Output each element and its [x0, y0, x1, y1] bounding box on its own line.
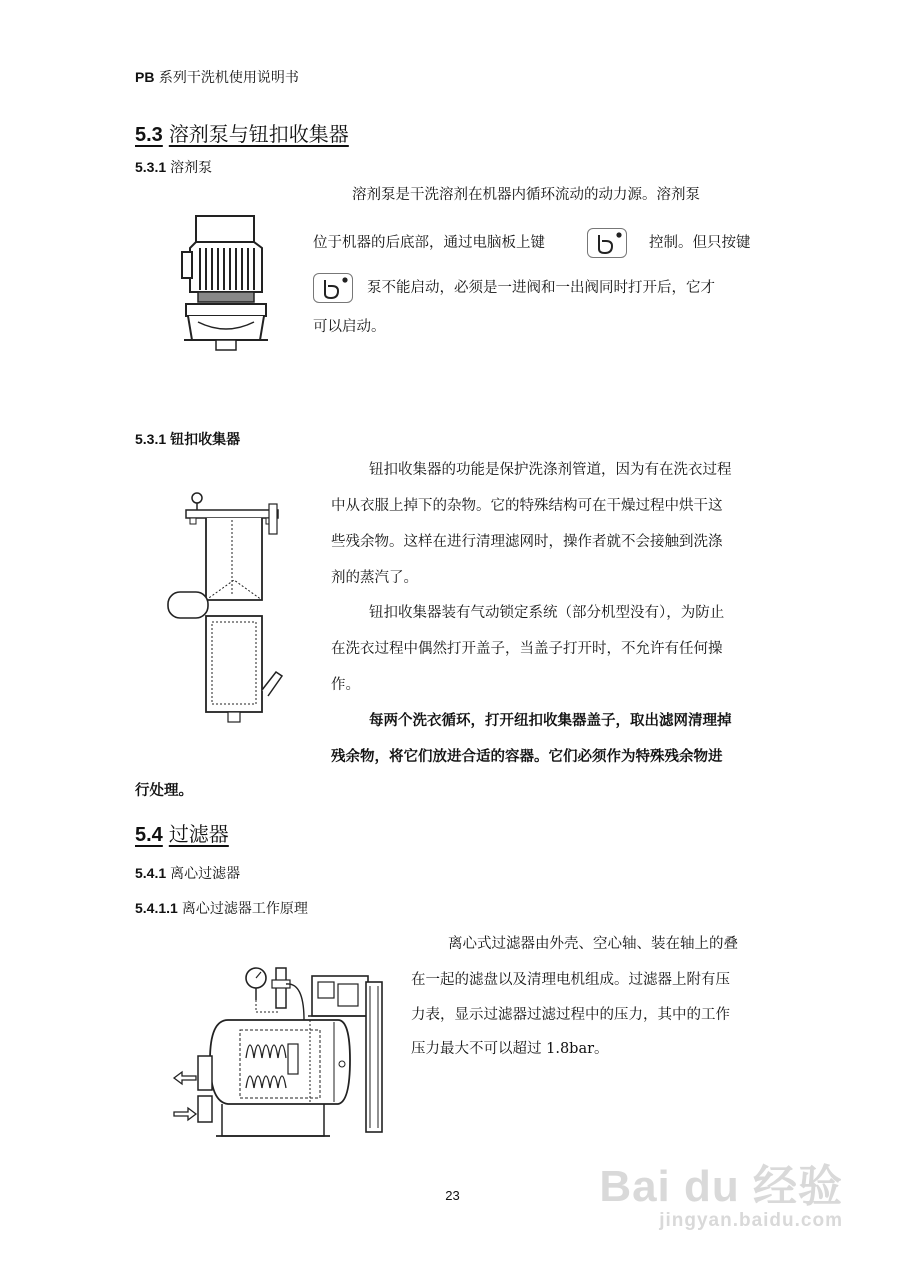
- section-number: 5.3: [135, 124, 163, 146]
- subsection-title: 离心过滤器: [170, 866, 241, 882]
- pump-key-icon: [587, 228, 627, 258]
- collector-text-p1-line-1: 钮扣收集器的功能是保护洗涤剂管道，因为有在洗衣过程: [369, 462, 732, 478]
- collector-text-p1-line-2: 中从衣服上掉下的杂物。它的特殊结构可在干燥过程中烘干这: [331, 498, 723, 514]
- section-title: 溶剂泵与钮扣收集器: [168, 122, 349, 146]
- header-code: PB: [135, 69, 155, 85]
- pump-text-line-2-end: 控制。但只按键: [649, 235, 751, 251]
- subsection-title: 钮扣收集器: [170, 432, 241, 448]
- subsection-5-3-1-pump-heading: [135, 157, 212, 177]
- filter-text-line-1: 离心式过滤器由外壳、空心轴、装在轴上的叠: [448, 936, 738, 952]
- button-collector-illustration: [166, 490, 290, 730]
- pump-text-line-3: [313, 273, 715, 303]
- collector-text-p2-line-3: 作。: [331, 677, 360, 693]
- pump-key-icon: [313, 273, 353, 303]
- subsection-5-4-1-1-heading: [135, 898, 308, 918]
- collector-text-p2-line-2: 在洗衣过程中偶然打开盖子，当盖子打开时，不允许有任何操: [331, 641, 723, 657]
- pump-text-line-2-start: 位于机器的后底部，通过电脑板上键: [313, 235, 545, 251]
- pump-text-line-3-text: 泵不能启动，必须是一进阀和一出阀同时打开后，它才: [367, 280, 715, 296]
- subsection-number: 5.4.1: [135, 865, 167, 881]
- subsection-5-4-1-heading: [135, 863, 240, 883]
- collector-text-p2-line-1: 钮扣收集器装有气动锁定系统（部分机型没有），为防止: [369, 605, 725, 621]
- collector-text-p1-line-4: 剂的蒸汽了。: [331, 570, 418, 586]
- collector-text-p1-line-3: 些残余物。这样在进行清理滤网时，操作者就不会接触到洗涤: [331, 534, 723, 550]
- section-5-4-heading: [135, 818, 229, 847]
- filter-text-line-3: 力表，显示过滤器过滤过程中的压力，其中的工作: [411, 1007, 730, 1023]
- collector-text-p3-line-2: 残余物，将它们放进合适的容器。它们必须作为特殊残余物进: [331, 748, 723, 765]
- baidu-jingyan-watermark: [599, 1150, 843, 1232]
- collector-text-p3-line-3: 行处理。: [135, 782, 193, 799]
- watermark-logo-text: Bai du 经验: [599, 1162, 843, 1211]
- pump-text-line-4: 可以启动。: [313, 319, 386, 335]
- centrifugal-filter-illustration: [170, 960, 388, 1142]
- section-number: 5.4: [135, 824, 163, 846]
- solvent-pump-illustration: [178, 212, 274, 354]
- filter-text-line-2: 在一起的滤盘以及清理电机组成。过滤器上附有压: [411, 972, 730, 988]
- subsection-number: 5.3.1: [135, 431, 167, 447]
- section-title: 过滤器: [168, 822, 229, 846]
- header-title: 系列干洗机使用说明书: [158, 70, 299, 86]
- pump-text-line-1: 溶剂泵是干洗溶剂在机器内循环流动的动力源。溶剂泵: [352, 187, 700, 203]
- watermark-url: jingyan.baidu.com: [659, 1210, 843, 1231]
- filter-text-line-4: 压力最大不可以超过 1.8bar。: [411, 1041, 609, 1057]
- collector-text-p3-line-1: 每两个洗衣循环，打开纽扣收集器盖子，取出滤网清理掉: [369, 712, 732, 729]
- document-header: [135, 67, 299, 87]
- section-5-3-heading: [135, 118, 349, 147]
- subsection-number: 5.3.1: [135, 159, 167, 175]
- subsection-5-3-1-collector-heading: [135, 429, 240, 449]
- subsection-number: 5.4.1.1: [135, 900, 178, 916]
- subsection-title: 溶剂泵: [170, 160, 213, 176]
- subsection-title: 离心过滤器工作原理: [181, 901, 308, 917]
- pump-text-line-2: [313, 228, 751, 258]
- page-number: 23: [445, 1188, 460, 1203]
